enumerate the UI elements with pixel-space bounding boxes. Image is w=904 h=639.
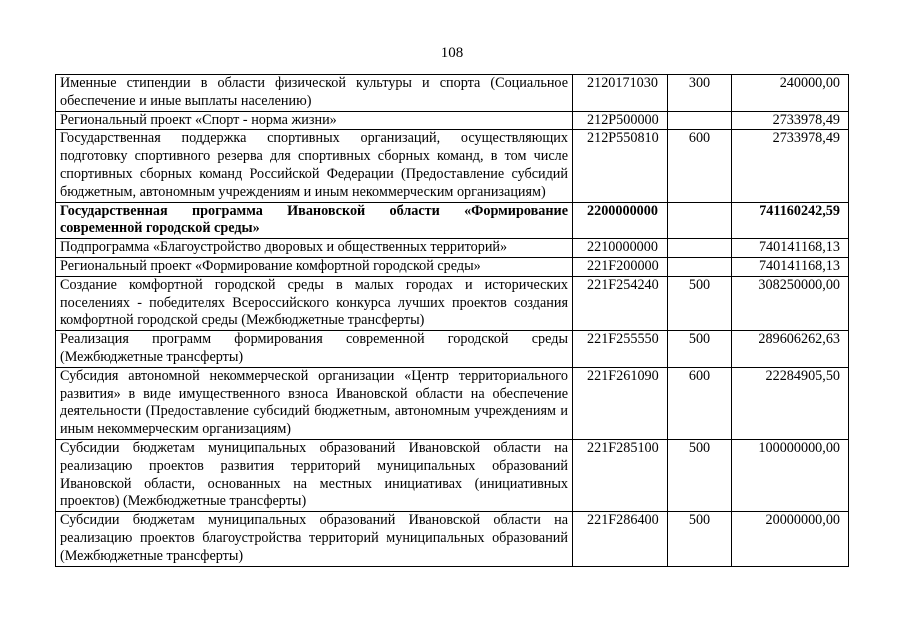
row-type: 300 (668, 75, 732, 112)
row-type: 500 (668, 439, 732, 511)
budget-table (55, 74, 849, 567)
table-row (56, 111, 849, 130)
row-code: 221F261090 (573, 367, 668, 439)
table-row (56, 257, 849, 276)
row-code: 2210000000 (573, 239, 668, 258)
row-type (668, 111, 732, 130)
row-code: 2120171030 (573, 75, 668, 112)
row-type (668, 257, 732, 276)
row-name: Подпрограмма «Благоустройство дворовых и общественных территорий» (56, 239, 573, 258)
row-amount: 100000000,00 (732, 439, 849, 511)
row-amount: 240000,00 (732, 75, 849, 112)
table-row (56, 439, 849, 511)
row-name: Государственная поддержка спортивных организаций, осуществляющих подготовку спортивного резерва для спортивных сборных команд, в том числе спортивных сборных команд Российской Федерации (Предоставление субсидий бюджетным, автономным учреждениям и иным некоммерческим организациям) (56, 130, 573, 202)
row-code: 212P500000 (573, 111, 668, 130)
row-type: 500 (668, 512, 732, 566)
row-type: 600 (668, 130, 732, 202)
row-name: Субсидии бюджетам муниципальных образований Ивановской области на реализацию проектов благоустройства территорий муниципальных образований (Межбюджетные трансферты) (56, 512, 573, 566)
table-row (56, 512, 849, 566)
row-amount: 22284905,50 (732, 367, 849, 439)
row-code: 221F254240 (573, 276, 668, 330)
row-amount: 308250000,00 (732, 276, 849, 330)
row-amount: 2733978,49 (732, 111, 849, 130)
row-amount: 2733978,49 (732, 130, 849, 202)
row-code: 221F286400 (573, 512, 668, 566)
row-code: 2200000000 (573, 202, 668, 239)
row-code: 221F285100 (573, 439, 668, 511)
table-row (56, 239, 849, 258)
table-row (56, 331, 849, 368)
row-type: 500 (668, 331, 732, 368)
page-number: 108 (440, 45, 464, 61)
row-name: Субсидии бюджетам муниципальных образований Ивановской области на реализацию проектов развития территорий муниципальных образований Ивановской области, основанных на местных инициативах (инициативных проектов) (Межбюджетные трансферты) (56, 439, 573, 511)
row-type: 600 (668, 367, 732, 439)
table-row (56, 130, 849, 202)
table-row (56, 276, 849, 330)
row-name: Именные стипендии в области физической культуры и спорта (Социальное обеспечение и иные выплаты населению) (56, 75, 573, 112)
row-type (668, 239, 732, 258)
row-name: Реализация программ формирования современной городской среды (Межбюджетные трансферты) (56, 331, 573, 368)
row-name: Субсидия автономной некоммерческой организации «Центр территориального развития» в виде имущественного взноса Ивановской области на обеспечение деятельности (Предоставление субсидий бюджетным, автономным учреждениям и иным некоммерческим организациям) (56, 367, 573, 439)
row-name: Региональный проект «Спорт - норма жизни» (56, 111, 573, 130)
row-amount: 741160242,59 (732, 202, 849, 239)
row-amount: 20000000,00 (732, 512, 849, 566)
row-amount: 289606262,63 (732, 331, 849, 368)
table-row (56, 367, 849, 439)
table-body (56, 75, 849, 567)
row-type (668, 202, 732, 239)
row-name: Создание комфортной городской среды в малых городах и исторических поселениях - победителях Всероссийского конкурса лучших проектов создания комфортной городской среды (Межбюджетные трансферты) (56, 276, 573, 330)
row-name: Региональный проект «Формирование комфортной городской среды» (56, 257, 573, 276)
row-type: 500 (668, 276, 732, 330)
row-code: 221F200000 (573, 257, 668, 276)
table-row (56, 75, 849, 112)
row-amount: 740141168,13 (732, 239, 849, 258)
row-name: Государственная программа Ивановской области «Формирование современной городской среды» (56, 202, 573, 239)
table-row (56, 202, 849, 239)
row-code: 212P550810 (573, 130, 668, 202)
row-code: 221F255550 (573, 331, 668, 368)
row-amount: 740141168,13 (732, 257, 849, 276)
